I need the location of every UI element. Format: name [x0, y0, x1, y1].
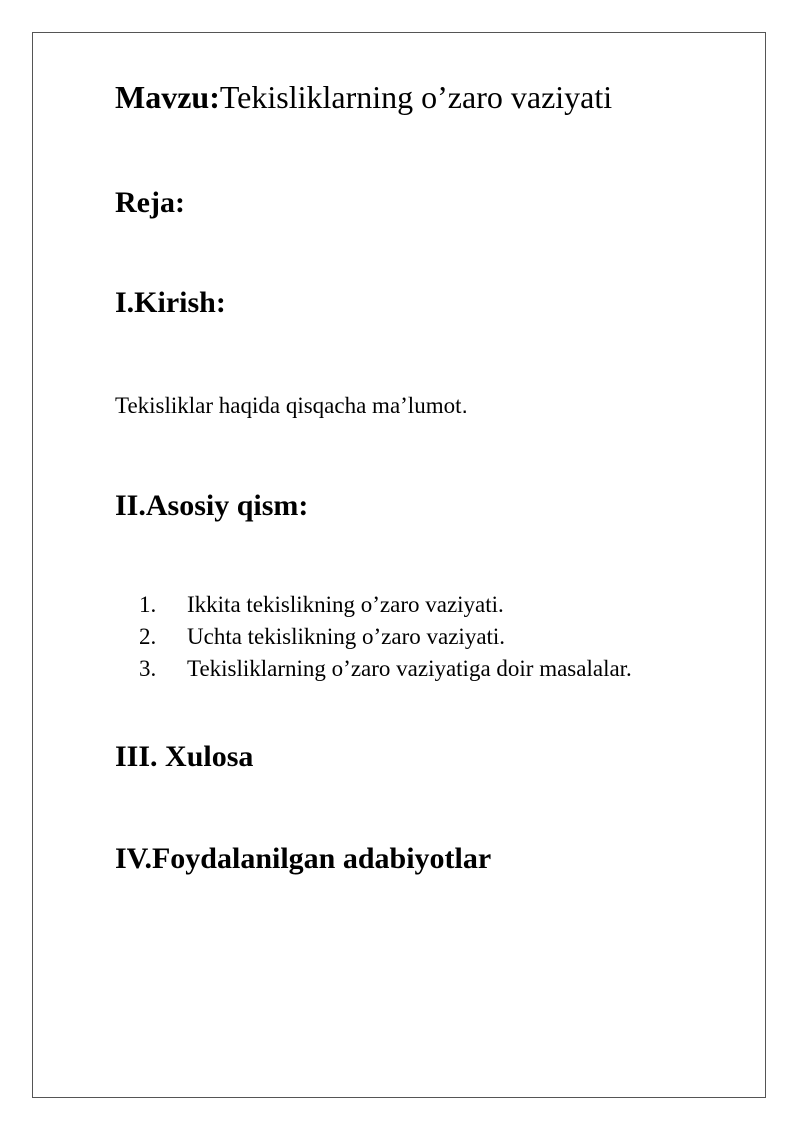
list-item-text: Uchta tekislikning o’zaro vaziyati.: [187, 624, 506, 649]
heading-reja: Reja:: [115, 186, 185, 219]
intro-text: Tekisliklar haqida qisqacha ma’lumot: [115, 393, 462, 418]
document-title: [115, 76, 612, 118]
title-label: Mavzu:: [115, 79, 220, 115]
list-item: [115, 621, 632, 653]
heading-adabiyotlar: IV.Foydalanilgan adabiyotlar: [115, 842, 492, 875]
heading-xulosa: III. Xulosa: [115, 740, 254, 773]
list-item-text: Ikkita tekislikning o’zaro vaziyati.: [187, 592, 504, 617]
list-item-number: 3.: [139, 656, 157, 681]
heading-asosiy: II.Asosiy qism:: [115, 489, 309, 522]
list-item: [115, 653, 632, 685]
main-items-list: [115, 589, 632, 685]
intro-end: .: [461, 392, 468, 418]
list-item-text: Tekisliklarning o’zaro vaziyatiga doir masalalar.: [187, 656, 632, 681]
intro-paragraph: [115, 390, 468, 421]
list-item-number: 1.: [139, 592, 157, 617]
heading-kirish: I.Kirish:: [115, 286, 226, 319]
list-item: [115, 589, 632, 621]
list-item-number: 2.: [139, 624, 157, 649]
title-text: Tekisliklarning o’zaro vaziyati: [219, 79, 613, 115]
